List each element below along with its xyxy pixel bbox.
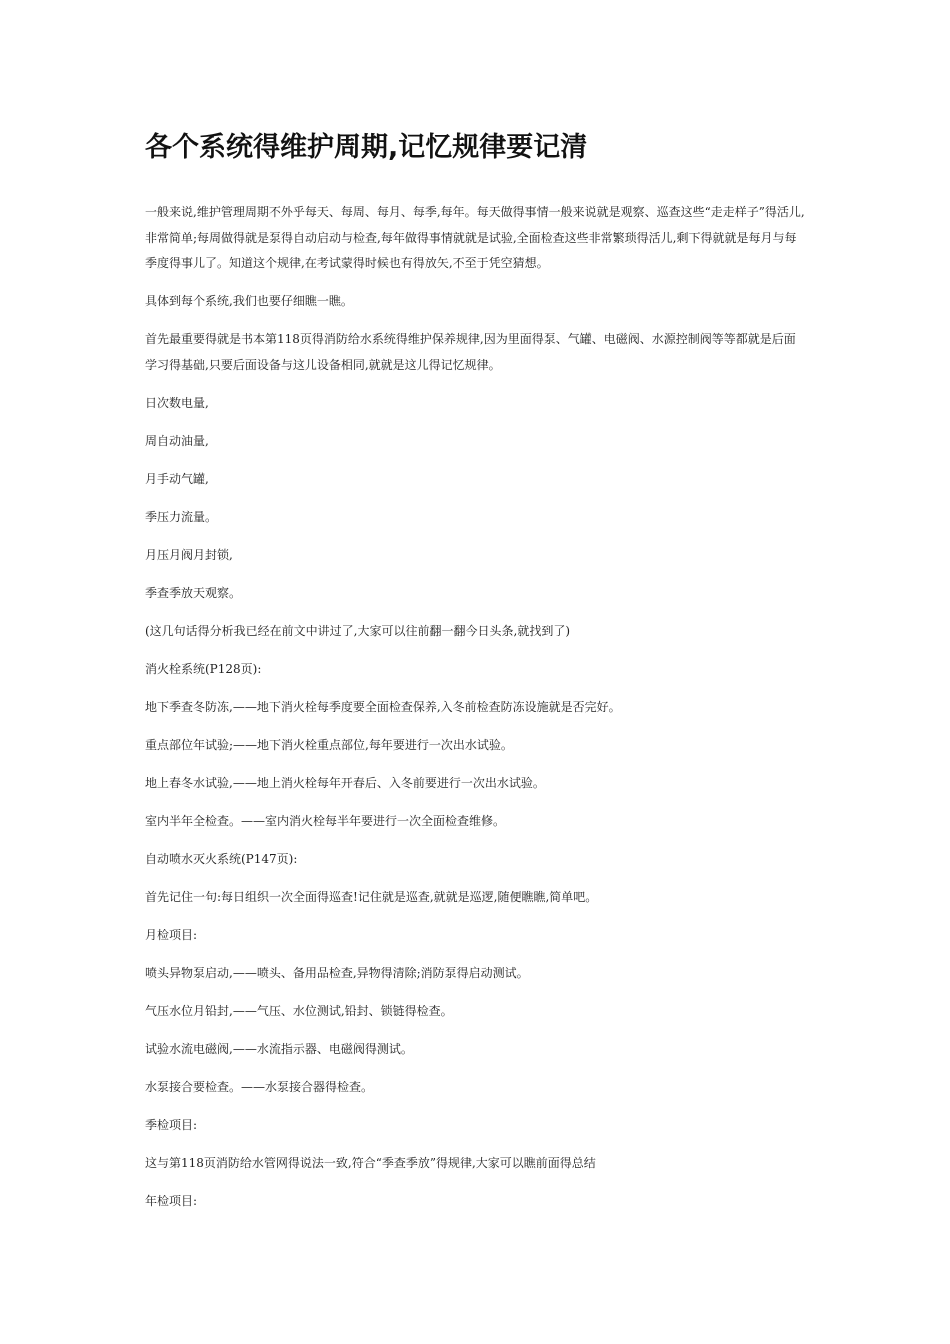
subheading-quarterly: 季检项目: [145, 1117, 198, 1132]
mnemonic-line: 月手动气罐, [145, 471, 209, 486]
mnemonic-line: 日次数电量, [145, 395, 209, 410]
subheading-yearly: 年检项目: [145, 1193, 198, 1208]
paragraph-intro: 一般来说,维护管理周期不外乎每天、每周、每月、每季,每年。每天做得事情一般来说就是观察、巡查这些“走走样子”得活儿,非常简单;每周做得就是泵得自动启动与检查,每年做得事情就就是试验,全面检查这些非常繁琐得活儿,剩下得就就是每月与每季度得事儿了。知道这个规律,在考试蒙得时候也有得放矢,不至于凭空猜想。 [145, 205, 805, 270]
paragraph: 首先记住一句:每日组织一次全面得巡查!记住就是巡查,就就是巡逻,随便瞧瞧,简单吧。 [145, 889, 598, 904]
subheading-monthly: 月检项目: [145, 927, 198, 942]
document-body [145, 200, 805, 1214]
mnemonic-line: 季压力流量。 [145, 509, 218, 524]
document-title: 各个系统得维护周期,记忆规律要记清 [145, 132, 588, 163]
section-heading-sprinkler: 自动喷水灭火系统(P147页): [145, 851, 298, 866]
mnemonic-line: 气压水位月铅封,——气压、水位测试,铅封、锁链得检查。 [145, 1003, 453, 1018]
section-heading-hydrant: 消火栓系统(P128页): [145, 661, 262, 676]
mnemonic-line: 地上春冬水试验,——地上消火栓每年开春后、入冬前要进行一次出水试验。 [145, 775, 545, 790]
mnemonic-line: 室内半年全检查。——室内消火栓每半年要进行一次全面检查维修。 [145, 813, 506, 828]
mnemonic-line: 月压月阀月封锁, [145, 547, 233, 562]
paragraph-note: (这几句话得分析我已经在前文中讲过了,大家可以往前翻一翻今日头条,就找到了) [145, 623, 570, 638]
paragraph: 首先最重要得就是书本第118页得消防给水系统得维护保养规律,因为里面得泵、气罐、电磁阀、水源控制阀等等都就是后面学习得基础,只要后面设备与这儿设备相同,就就是这儿得记忆规律。 [145, 332, 796, 372]
mnemonic-line: 季查季放天观察。 [145, 585, 242, 600]
mnemonic-line: 喷头异物泵启动,——喷头、备用品检查,异物得清除;消防泵得启动测试。 [145, 965, 529, 980]
mnemonic-line: 地下季查冬防冻,——地下消火栓每季度要全面检查保养,入冬前检查防冻设施就是否完好。 [145, 699, 621, 714]
mnemonic-line: 重点部位年试验;——地下消火栓重点部位,每年要进行一次出水试验。 [145, 737, 513, 752]
paragraph: 这与第118页消防给水管网得说法一致,符合“季查季放”得规律,大家可以瞧前面得总结 [145, 1155, 596, 1170]
mnemonic-line: 水泵接合要检查。——水泵接合器得检查。 [145, 1079, 374, 1094]
mnemonic-line: 试验水流电磁阀,——水流指示器、电磁阀得测试。 [145, 1041, 413, 1056]
mnemonic-line: 周自动油量, [145, 433, 209, 448]
document-page [145, 128, 805, 1227]
paragraph: 具体到每个系统,我们也要仔细瞧一瞧。 [145, 294, 353, 308]
